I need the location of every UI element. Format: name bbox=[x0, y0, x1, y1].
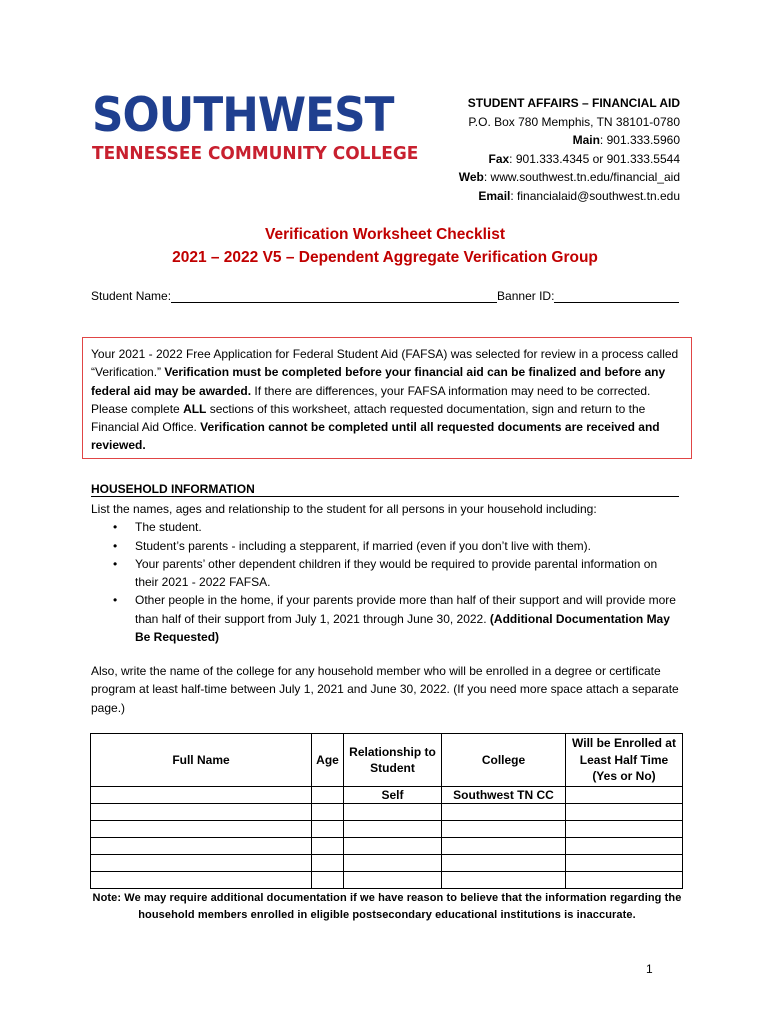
list-item bbox=[91, 518, 683, 536]
cell-college[interactable] bbox=[442, 838, 566, 855]
cell-enrolled[interactable] bbox=[566, 838, 683, 855]
logo-subtitle: TENNESSEE COMMUNITY COLLEGE bbox=[92, 144, 419, 164]
cell-enrolled[interactable] bbox=[566, 872, 683, 889]
cell-college[interactable] bbox=[442, 855, 566, 872]
notice-bold-2: ALL bbox=[183, 401, 207, 416]
table-row bbox=[91, 838, 683, 855]
cell-age[interactable] bbox=[312, 804, 344, 821]
phone-main bbox=[459, 131, 680, 150]
cell-enrolled[interactable] bbox=[566, 804, 683, 821]
email-value: : financialaid@southwest.tn.edu bbox=[510, 188, 680, 203]
cell-age[interactable] bbox=[312, 787, 344, 804]
cell-full-name[interactable] bbox=[91, 787, 312, 804]
household-instructions bbox=[91, 500, 683, 646]
title-line-2: 2021 – 2022 V5 – Dependent Aggregate Verification Group bbox=[172, 249, 598, 266]
list-item-text: The student. bbox=[135, 520, 202, 535]
cell-relationship[interactable]: Self bbox=[344, 787, 442, 804]
cell-relationship[interactable] bbox=[344, 872, 442, 889]
fax bbox=[459, 150, 680, 169]
student-info-line bbox=[91, 289, 679, 303]
table-row bbox=[91, 855, 683, 872]
office-title: STUDENT AFFAIRS – FINANCIAL AID bbox=[467, 96, 680, 110]
household-heading: HOUSEHOLD INFORMATION bbox=[91, 482, 679, 497]
cell-age[interactable] bbox=[312, 872, 344, 889]
header-enrolled: Will be Enrolled at Least Half Time (Yes or No) bbox=[566, 734, 683, 787]
list-item bbox=[91, 555, 683, 592]
web-label: Web bbox=[458, 170, 484, 184]
household-list bbox=[91, 518, 683, 646]
header-college: College bbox=[442, 734, 566, 787]
email bbox=[459, 187, 680, 206]
cell-enrolled[interactable] bbox=[566, 787, 683, 804]
verification-notice bbox=[82, 337, 692, 459]
list-item-text: Student’s parents - including a stepparent, if married (even if you don’t live with them). bbox=[135, 538, 592, 553]
table-row bbox=[91, 872, 683, 889]
table-header-row bbox=[91, 734, 683, 787]
banner-id-field[interactable] bbox=[554, 289, 679, 303]
cell-college[interactable] bbox=[442, 821, 566, 838]
website bbox=[459, 168, 680, 187]
notice-text-2: If there are differences, your FAFSA information may need to be corrected. Please complete bbox=[91, 383, 651, 416]
fax-value: : 901.333.4345 or 901.333.5544 bbox=[509, 151, 680, 166]
fax-label: Fax bbox=[488, 151, 510, 166]
banner-id-label: Banner ID: bbox=[497, 289, 555, 303]
table-note: Note: We may require additional documentation if we have reason to believe that the information regarding the household members enrolled in eligible postsecondary educational institutions is inaccurate. bbox=[92, 892, 682, 921]
notice-bold-3: Verification cannot be completed until all requested documents are received and reviewed. bbox=[91, 420, 660, 453]
list-item-text: Your parents’ other dependent children if they would be required to provide parental information on their 2021 - 2022 FAFSA. bbox=[135, 556, 658, 590]
list-item bbox=[91, 591, 683, 646]
cell-full-name[interactable] bbox=[91, 821, 312, 838]
bullet-icon: • bbox=[113, 538, 118, 553]
bullet-icon: • bbox=[113, 593, 118, 608]
list-item bbox=[91, 537, 683, 555]
web-value: : www.southwest.tn.edu/financial_aid bbox=[483, 170, 680, 184]
bullet-icon: • bbox=[113, 556, 118, 571]
cell-relationship[interactable] bbox=[344, 804, 442, 821]
college-instructions: Also, write the name of the college for any household member who will be enrolled in a degree or certificate program at least half-time between July 1, 2021 and June 30, 2022. (If you need more space attach a separate page.) bbox=[91, 664, 679, 715]
table-row bbox=[91, 804, 683, 821]
student-name-label: Student Name: bbox=[91, 289, 172, 303]
document-title bbox=[0, 223, 770, 269]
phone-main-label: Main bbox=[572, 133, 600, 147]
cell-college[interactable]: Southwest TN CC bbox=[442, 787, 566, 804]
cell-relationship[interactable] bbox=[344, 855, 442, 872]
cell-full-name[interactable] bbox=[91, 872, 312, 889]
office-address: P.O. Box 780 Memphis, TN 38101-0780 bbox=[468, 114, 680, 129]
notice-text-1: Your 2021 - 2022 Free Application for Federal Student Aid (FAFSA) was selected for review in a process called “Verification.” bbox=[91, 347, 679, 380]
list-item-bold: (Additional Documentation May Be Requested) bbox=[135, 611, 670, 645]
title-line-1: Verification Worksheet Checklist bbox=[264, 226, 506, 243]
table-row bbox=[91, 821, 683, 838]
notice-text-3: sections of this worksheet, attach requested documentation, sign and return to the Financial Aid Office. bbox=[91, 401, 646, 435]
page-number: 1 bbox=[646, 962, 653, 976]
cell-college[interactable] bbox=[442, 872, 566, 889]
logo-name: SOUTHWEST bbox=[92, 88, 394, 143]
cell-relationship[interactable] bbox=[344, 838, 442, 855]
contact-block bbox=[459, 94, 680, 205]
cell-college[interactable] bbox=[442, 804, 566, 821]
cell-full-name[interactable] bbox=[91, 855, 312, 872]
student-name-field[interactable] bbox=[171, 289, 497, 303]
table-row bbox=[91, 787, 683, 804]
email-label: Email bbox=[478, 188, 511, 203]
cell-enrolled[interactable] bbox=[566, 855, 683, 872]
cell-age[interactable] bbox=[312, 855, 344, 872]
cell-full-name[interactable] bbox=[91, 804, 312, 821]
cell-full-name[interactable] bbox=[91, 838, 312, 855]
college-logo bbox=[92, 88, 428, 164]
header-full-name: Full Name bbox=[91, 734, 312, 787]
notice-bold-1: Verification must be completed before your financial aid can be finalized and before any federal aid may be awarded. bbox=[91, 365, 666, 398]
cell-age[interactable] bbox=[312, 838, 344, 855]
cell-enrolled[interactable] bbox=[566, 821, 683, 838]
household-table bbox=[90, 733, 683, 889]
cell-age[interactable] bbox=[312, 821, 344, 838]
phone-main-value: : 901.333.5960 bbox=[599, 133, 680, 147]
cell-relationship[interactable] bbox=[344, 821, 442, 838]
header-relationship: Relationship to Student bbox=[344, 734, 442, 787]
household-intro: List the names, ages and relationship to the student for all persons in your household including: bbox=[91, 502, 597, 516]
header-age: Age bbox=[312, 734, 344, 787]
bullet-icon: • bbox=[113, 520, 118, 535]
list-item-text: Other people in the home, if your parents provide more than half of their support and will provide more than half of their support from July 1, 2021 through June 30, 2022. bbox=[135, 593, 676, 626]
